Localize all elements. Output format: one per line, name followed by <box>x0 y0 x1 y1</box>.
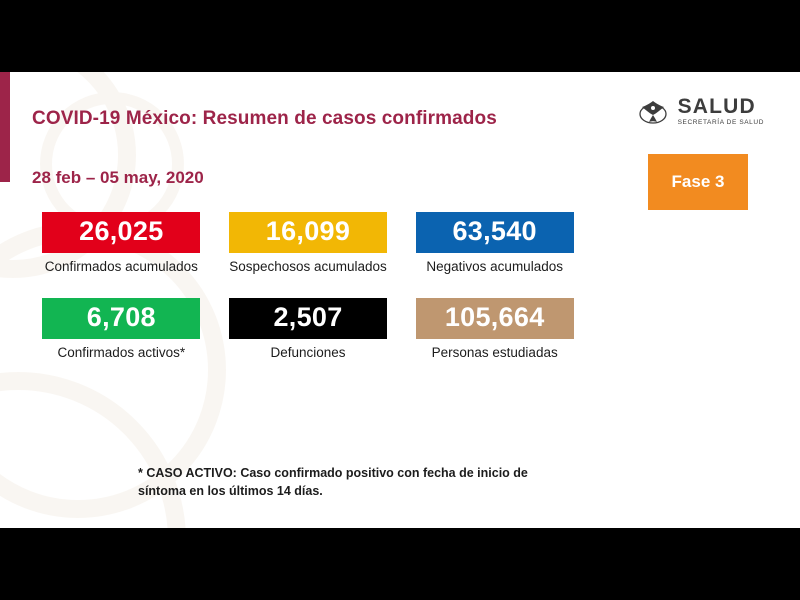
eagle-emblem-icon <box>636 94 670 128</box>
metric-card-defunciones <box>215 298 402 362</box>
slide-canvas <box>0 72 800 528</box>
logo-wordmark <box>678 96 764 127</box>
metric-value: 2,507 <box>229 298 387 339</box>
status-badge: Fase 3 <box>648 154 748 210</box>
slide-date-range: 28 feb – 05 may, 2020 <box>32 168 204 187</box>
accent-bar <box>0 72 10 182</box>
metric-label: Sospechosos acumulados <box>229 259 387 275</box>
metric-value: 26,025 <box>42 212 200 253</box>
metric-value: 6,708 <box>42 298 200 339</box>
metric-label: Confirmados acumulados <box>44 259 198 275</box>
metric-card-personas-estudiadas <box>401 298 588 362</box>
metric-value: 105,664 <box>416 298 574 339</box>
logo-title: SALUD <box>677 94 756 118</box>
metric-label: Defunciones <box>270 344 346 360</box>
salud-logo <box>636 94 764 128</box>
metric-value: 16,099 <box>229 212 387 253</box>
metric-card-sospechosos-acumulados <box>215 212 402 276</box>
metric-card-confirmados-acumulados <box>28 212 215 276</box>
metric-value: 63,540 <box>416 212 574 253</box>
slide-title: COVID-19 México: Resumen de casos confirmados <box>32 108 497 129</box>
metric-card-confirmados-activos <box>28 298 215 362</box>
metric-label: Confirmados activos* <box>57 344 186 360</box>
footnote: * CASO ACTIVO: Caso confirmado positivo con fecha de inicio de síntoma en los últimos 14 días. <box>138 466 528 499</box>
metric-label: Personas estudiadas <box>431 344 558 360</box>
logo-subtitle: SECRETARÍA DE SALUD <box>677 118 764 126</box>
metric-label: Negativos acumulados <box>426 259 563 275</box>
metric-card-negativos-acumulados <box>401 212 588 276</box>
metrics-grid <box>28 212 588 362</box>
